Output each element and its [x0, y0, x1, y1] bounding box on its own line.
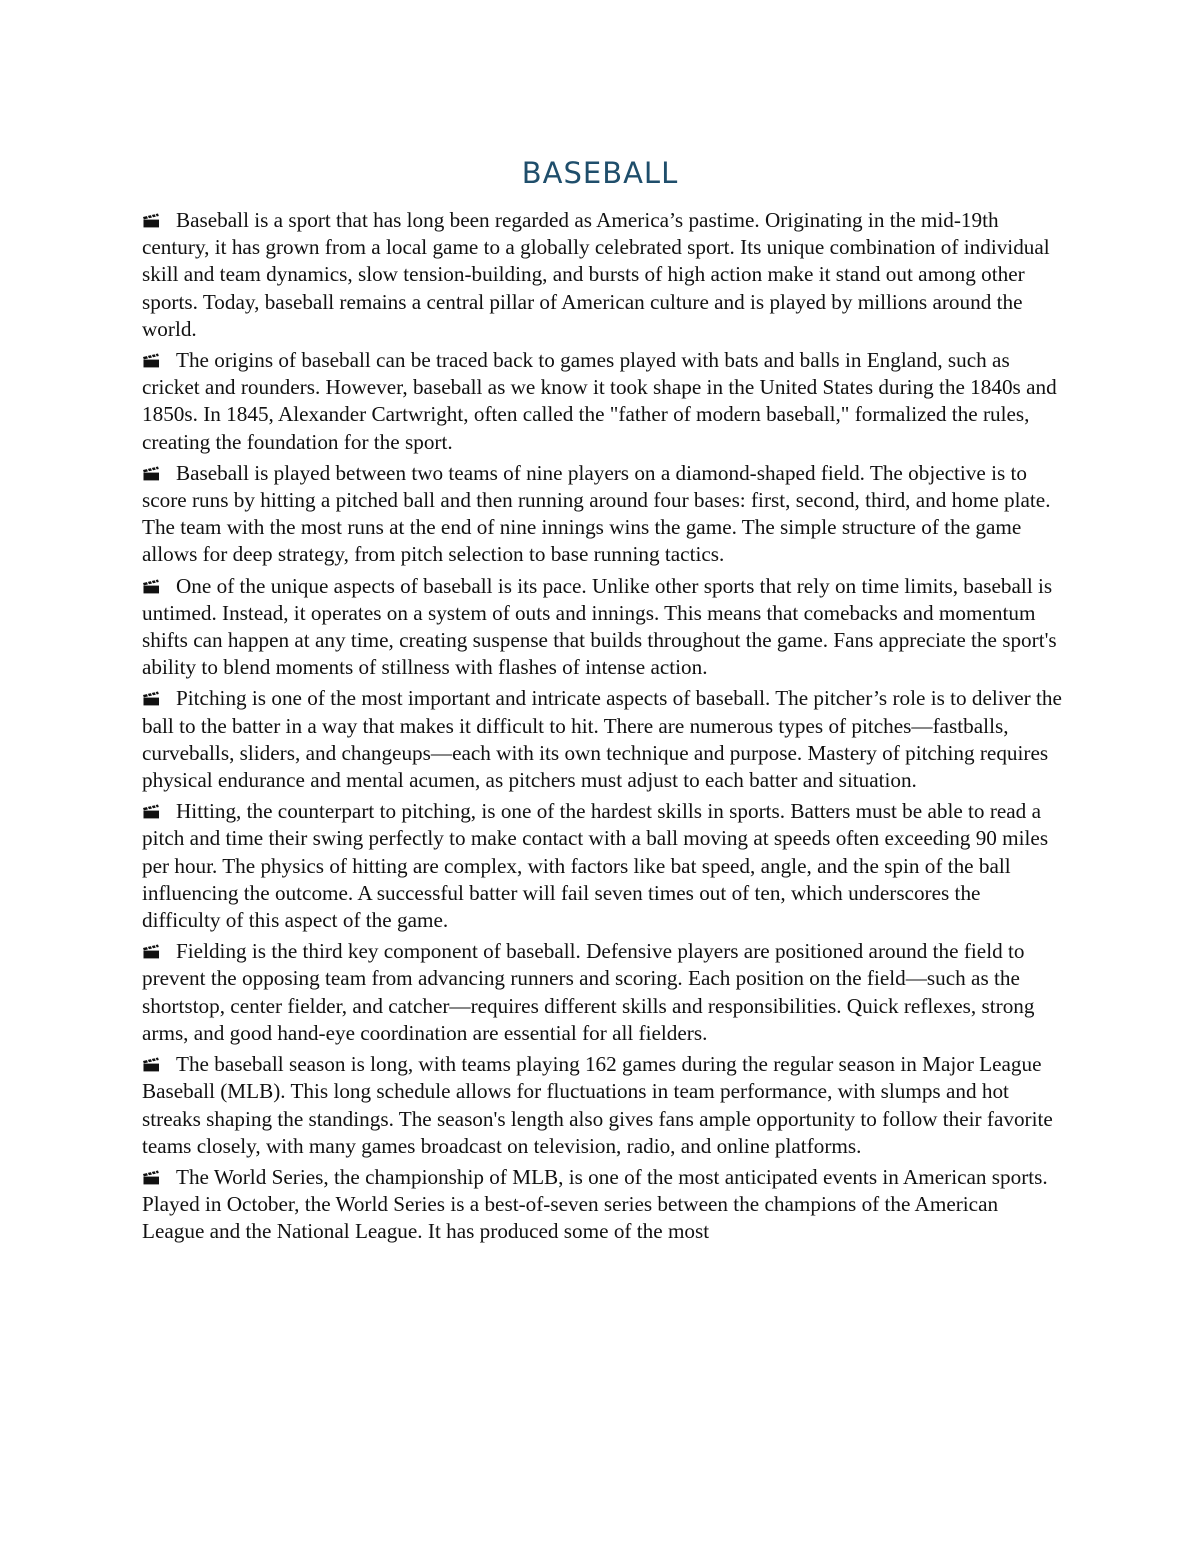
clapperboard-icon — [142, 460, 176, 487]
paragraph — [142, 1164, 1062, 1246]
paragraph — [142, 798, 1062, 934]
clapperboard-icon — [142, 347, 176, 374]
paragraph-text: Pitching is one of the most important and intricate aspects of baseball. The pitcher’s role is to deliver the ball to the batter in a way that makes it difficult to hit. There are numerous types of pitches—fastballs, curveballs, sliders, and changeups—each with its own technique and purpose. Mastery of pitching requires physical endurance and mental acumen, as pitchers must adjust to each batter and situation. — [142, 686, 1062, 793]
document-title: BASEBALL — [521, 156, 679, 190]
clapperboard-icon — [142, 1051, 176, 1078]
paragraph-text: The World Series, the championship of MLB, is one of the most anticipated events in American sports. Played in October, the World Series is a best-of-seven series between the champions of the American League and the National League. It has produced some of the most — [142, 1164, 1048, 1244]
paragraph — [142, 573, 1062, 682]
paragraph-text: Baseball is played between two teams of nine players on a diamond-shaped field. The objective is to score runs by hitting a pitched ball and then running around four bases: first, second, third, and home plate. The team with the most runs at the end of nine innings wins the game. The simple structure of the game allows for deep strategy, from pitch selection to base running tactics. — [142, 460, 1051, 567]
clapperboard-icon — [142, 1164, 176, 1191]
paragraph — [142, 460, 1062, 569]
paragraph — [142, 207, 1062, 343]
clapperboard-icon — [142, 207, 176, 234]
paragraph — [142, 1051, 1062, 1160]
clapperboard-icon — [142, 798, 176, 825]
paragraph-text: One of the unique aspects of baseball is its pace. Unlike other sports that rely on time limits, baseball is untimed. Instead, it operates on a system of outs and innings. This means that comebacks and momentum shifts can happen at any time, creating suspense that builds throughout the game. Fans appreciate the sport's ability to blend moments of stillness with flashes of intense action. — [142, 573, 1057, 680]
paragraph — [142, 685, 1062, 794]
document-body — [142, 207, 1062, 1250]
clapperboard-icon — [142, 685, 176, 712]
paragraph-text: The origins of baseball can be traced back to games played with bats and balls in England, such as cricket and rounders. However, baseball as we know it took shape in the United States during the 1840s and 1850s. In 1845, Alexander Cartwright, often called the "father of modern baseball," formalized the rules, creating the foundation for the sport. — [142, 348, 1057, 454]
clapperboard-icon — [142, 938, 176, 965]
paragraph-text: Hitting, the counterpart to pitching, is one of the hardest skills in sports. Batters must be able to read a pitch and time their swing perfectly to make contact with a ball moving at speeds often exceeding 90 miles per hour. The physics of hitting are complex, with factors like bat speed, angle, and the spin of the ball influencing the outcome. A successful batter will fail seven times out of ten, which underscores the difficulty of this aspect of the game. — [142, 799, 1049, 933]
paragraph-text: Fielding is the third key component of baseball. Defensive players are positioned around the field to prevent the opposing team from advancing runners and scoring. Each position on the field—such as the shortstop, center fielder, and catcher—requires different skills and responsibilities. Quick reflexes, strong arms, and good hand-eye coordination are essential for all fielders. — [142, 939, 1035, 1045]
paragraph-text: Baseball is a sport that has long been regarded as America’s pastime. Originating in the mid-19th century, it has grown from a local game to a globally celebrated sport. Its unique combination of individual skill and team dynamics, slow tension-building, and bursts of high action make it stand out among other sports. Today, baseball remains a central pillar of American culture and is played by millions around the world. — [142, 208, 1050, 341]
paragraph-text: The baseball season is long, with teams playing 162 games during the regular season in Major League Baseball (MLB). This long schedule allows for fluctuations in team performance, with slumps and hot streaks shaping the standings. The season's length also gives fans ample opportunity to follow their favorite teams closely, with many games broadcast on television, radio, and online platforms. — [142, 1052, 1053, 1158]
paragraph — [142, 347, 1062, 456]
clapperboard-icon — [142, 573, 176, 600]
paragraph — [142, 938, 1062, 1047]
